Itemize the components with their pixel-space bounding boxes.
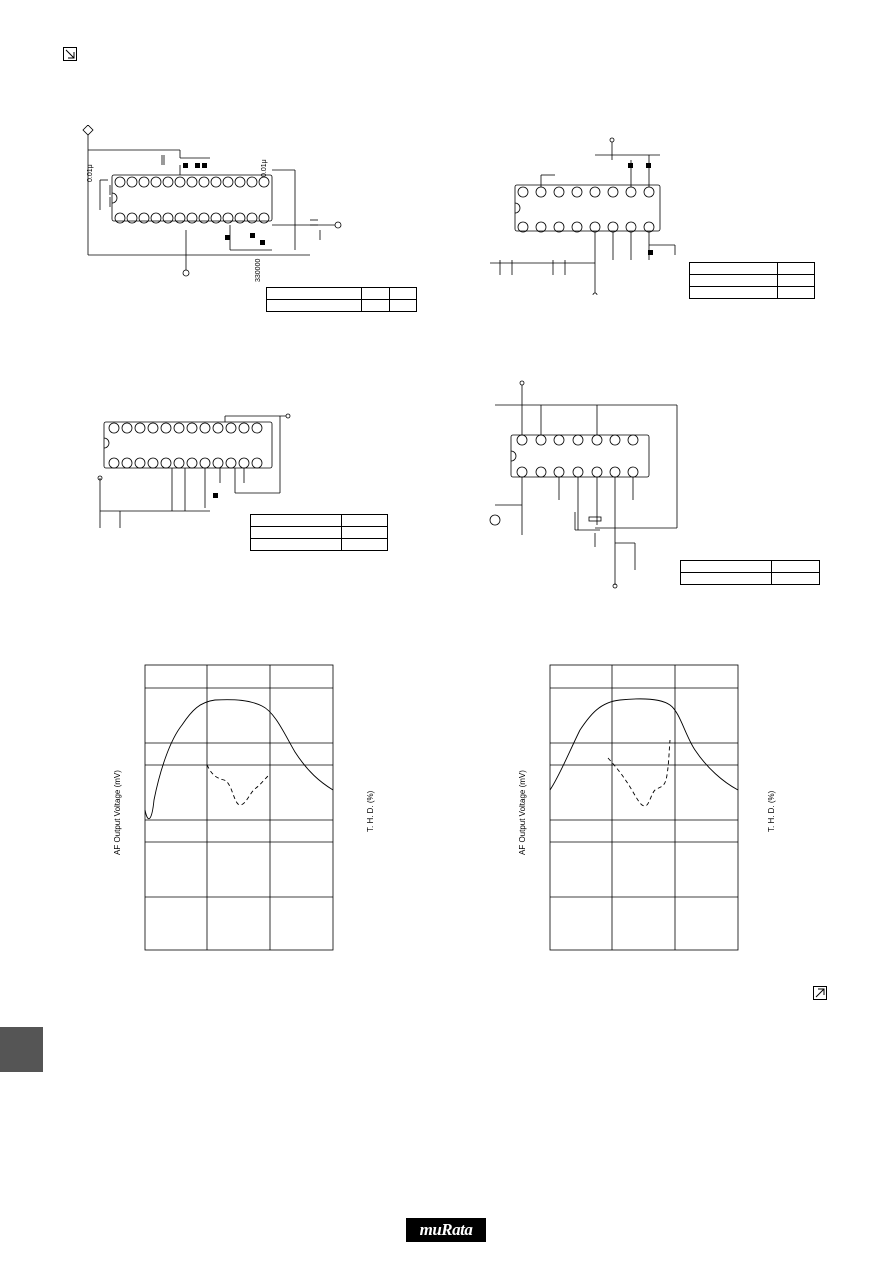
spec-table-3 bbox=[250, 514, 388, 551]
arrow-up-right-icon[interactable] bbox=[813, 986, 827, 1000]
y-axis-label-left: AF Output Voltage (mV) bbox=[518, 770, 527, 855]
schematic-circuit-2 bbox=[485, 135, 685, 295]
cap-label: 0.01μ bbox=[261, 159, 268, 177]
y-axis-label-right: T. H. D. (%) bbox=[366, 790, 375, 832]
res-label: 330000 bbox=[255, 258, 262, 282]
side-section-tab bbox=[0, 1027, 43, 1072]
af-output-curve bbox=[145, 700, 333, 819]
schematic-circuit-1 bbox=[80, 125, 360, 285]
y-axis-label-left: AF Output Voltage (mV) bbox=[113, 770, 122, 855]
schematic-circuit-4 bbox=[485, 375, 685, 590]
chart-frame bbox=[550, 665, 738, 950]
cap-label: 0.01μ bbox=[87, 164, 94, 182]
spec-table-1 bbox=[266, 287, 417, 312]
thd-curve bbox=[207, 765, 268, 805]
response-chart-right bbox=[545, 660, 745, 955]
arrow-down-right-icon[interactable] bbox=[63, 47, 77, 61]
chart-frame bbox=[145, 665, 333, 950]
murata-logo: muRata bbox=[406, 1218, 486, 1242]
spec-table-2 bbox=[689, 262, 815, 299]
thd-curve bbox=[608, 740, 670, 806]
spec-table-4 bbox=[680, 560, 820, 585]
response-chart-left bbox=[140, 660, 340, 955]
af-output-curve bbox=[550, 699, 738, 790]
y-axis-label-right: T. H. D. (%) bbox=[767, 790, 776, 832]
